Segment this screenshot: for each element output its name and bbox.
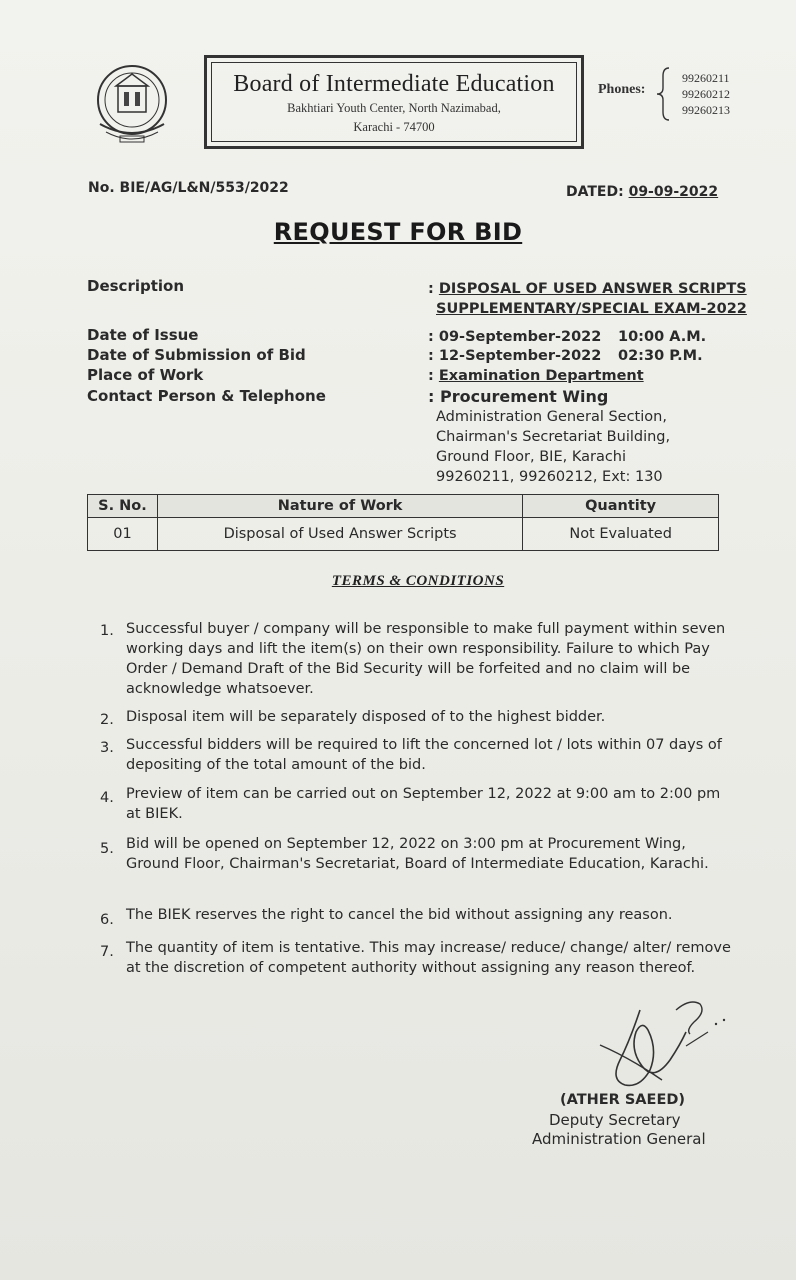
submission-label: Date of Submission of Bid [87,346,306,364]
term-text: Successful buyer / company will be responsible to make full payment within seven working days and lift the item(s) on their own responsibility. Failure to which Pay Order / Demand Draft of the Bid Security will be forfeited and no claim will be acknowledge whatsoever. [126,621,726,697]
description-text: DISPOSAL OF USED ANSWER SCRIPTS [438,281,747,297]
place-text: Examination Department [438,368,644,384]
term-text: Successful bidders will be required to lift the concerned lot / lots within 07 days of depositing of the total amount of the bid. [126,737,722,773]
signatory-designation: Deputy Secretary [549,1111,681,1129]
table-cell-nature: Disposal of Used Answer Scripts [157,518,522,551]
curly-brace-icon [655,66,675,122]
dated-label: DATED: [566,184,624,200]
reference-number: No. BIE/AG/L&N/553/2022 [88,180,289,196]
description-text-2: SUPPLEMENTARY/SPECIAL EXAM-2022 [436,301,747,317]
dated [566,184,718,200]
dated-value: 09-09-2022 [628,184,719,200]
term-text: The quantity of item is tentative. This may increase/ reduce/ change/ alter/ remove at the discretion of competent authority without assigning any reason thereof. [126,940,731,976]
signatory-department: Administration General [532,1130,706,1148]
contact-text: Procurement Wing [439,387,609,406]
board-address-line2: Karachi - 74700 [353,120,435,134]
phone-number: 99260212 [682,87,730,101]
term-number: 3. [100,740,114,756]
contact-address [436,407,670,487]
table-row [88,518,719,551]
contact-address-line: Administration General Section, [436,409,667,425]
description-label: Description [87,277,185,295]
issue-value [428,329,707,345]
colon: : [428,329,434,345]
place-label: Place of Work [87,366,204,384]
issue-label: Date of Issue [87,326,199,344]
table-header-quantity: Quantity [523,495,719,518]
submission-value [428,348,703,364]
handwritten-signature [590,990,740,1100]
contact-address-line: Ground Floor, BIE, Karachi [436,449,627,465]
colon: : [428,348,434,364]
phone-number: 99260213 [682,103,730,117]
term-number: 1. [100,623,114,639]
colon: : [428,281,434,297]
phone-number: 99260211 [682,71,730,85]
term-number: 4. [100,790,114,806]
phone-numbers [682,70,730,118]
colon: : [428,387,435,406]
bid-table [87,494,719,551]
term-text: The BIEK reserves the right to cancel the bid without assigning any reason. [126,907,673,923]
term-number: 7. [100,944,114,960]
submission-date: 12-September-2022 [438,348,602,364]
contact-address-line: 99260211, 99260212, Ext: 130 [436,469,663,485]
term-text: Bid will be opened on September 12, 2022 on 3:00 pm at Procurement Wing, Ground Floor, Chairman's Secretariat, Board of Intermediate Education, Karachi. [126,836,709,872]
board-seal-logo [92,62,172,146]
issue-time: 10:00 A.M. [618,329,707,345]
table-header-row [88,495,719,518]
term-number: 5. [100,841,114,857]
table-header-nature: Nature of Work [157,495,522,518]
document-title: REQUEST FOR BID [273,218,523,246]
contact-address-line: Chairman's Secretariat Building, [436,429,671,445]
description-value-line1 [428,281,747,297]
submission-time: 02:30 P.M. [618,348,703,364]
table-cell-sno: 01 [88,518,158,551]
term-number: 6. [100,912,114,928]
terms-title: TERMS & CONDITIONS [331,573,505,589]
letterhead-box [204,55,584,149]
term-text: Disposal item will be separately disposed of to the highest bidder. [126,709,606,725]
board-name: Board of Intermediate Education [233,71,555,97]
colon: : [428,368,434,384]
contact-value [428,387,608,406]
table-cell-quantity: Not Evaluated [523,518,719,551]
place-value [428,368,644,384]
phones-label: Phones: [598,82,646,97]
board-address-line1: Bakhtiari Youth Center, North Nazimabad, [287,101,501,115]
term-text: Preview of item can be carried out on September 12, 2022 at 9:00 am to 2:00 pm at BIEK. [126,786,721,822]
description-value-line2 [436,301,747,317]
term-number: 2. [100,712,114,728]
contact-label: Contact Person & Telephone [87,387,326,405]
signatory-name: (ATHER SAEED) [560,1092,686,1108]
issue-date: 09-September-2022 [438,329,602,345]
table-header-sno: S. No. [88,495,158,518]
